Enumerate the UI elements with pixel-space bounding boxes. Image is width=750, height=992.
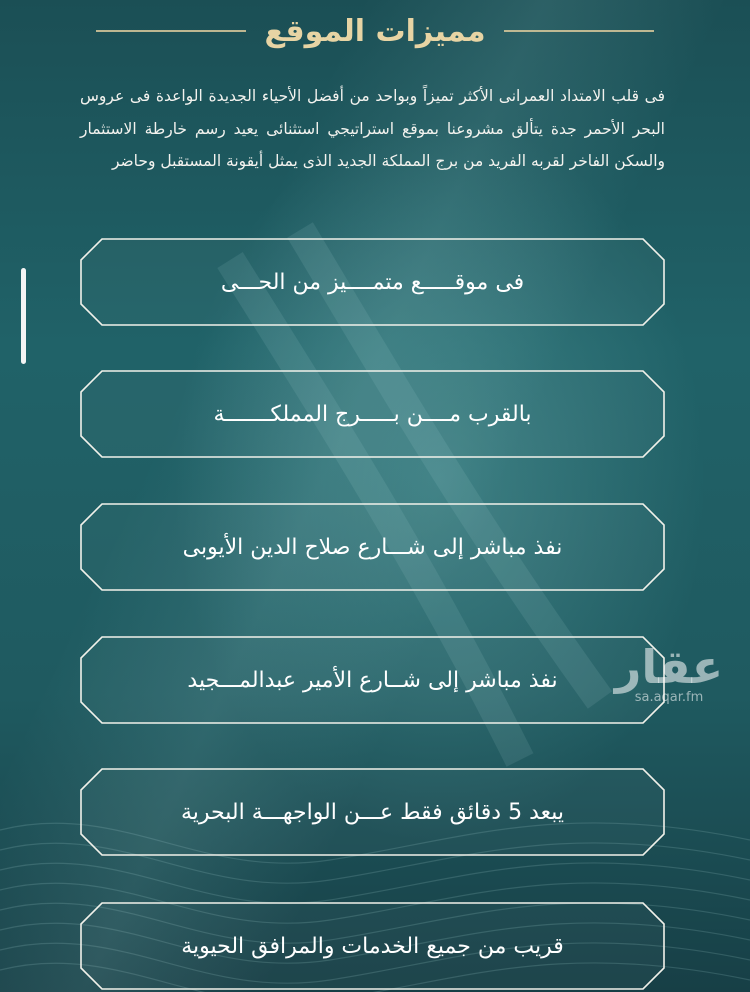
feature-label: نفذ مباشر إلى شــارع الأمير عبدالمـــجيد — [187, 667, 558, 693]
section-header — [0, 6, 750, 56]
feature-label: بالقرب مــــن بـــــرج المملكـــــــة — [213, 401, 532, 427]
header-divider-left — [96, 30, 246, 32]
feature-label: يبعد 5 دقائق فقط عـــن الواجهـــة البحرية — [181, 799, 564, 825]
intro-paragraph: فى قلب الامتداد العمرانى الأكثر تميزاً وبواحد من أفضل الأحياء الجديدة الواعدة فى عروس البحر الأحمر جدة يتألق مشروعنا بموقع استراتيجي استثنائى يعيد رسم خارطة الاستثمار والسكن الفاخر لقربه الفريد من برج المملكة الجديد الذى يمثل أيقونة المستقبل وحاضر — [80, 87, 665, 170]
scrollbar-thumb[interactable] — [21, 268, 26, 364]
watermark-logo: عقار — [614, 640, 724, 694]
feature-item — [80, 238, 665, 326]
page-title: مميزات الموقع — [264, 13, 486, 49]
feature-label: فى موقـــــع متمــــيز من الحـــى — [220, 269, 525, 295]
feature-label: قريب من جميع الخدمات والمرافق الحيوية — [181, 933, 564, 959]
feature-item — [80, 503, 665, 591]
watermark-domain: sa.aqar.fm — [634, 690, 704, 705]
watermark — [614, 642, 724, 705]
feature-item — [80, 768, 665, 856]
feature-item — [80, 370, 665, 458]
feature-item — [80, 902, 665, 990]
feature-label: نفذ مباشر إلى شـــارع صلاح الدين الأيوبى — [182, 534, 563, 560]
header-divider-right — [504, 30, 654, 32]
feature-item — [80, 636, 665, 724]
